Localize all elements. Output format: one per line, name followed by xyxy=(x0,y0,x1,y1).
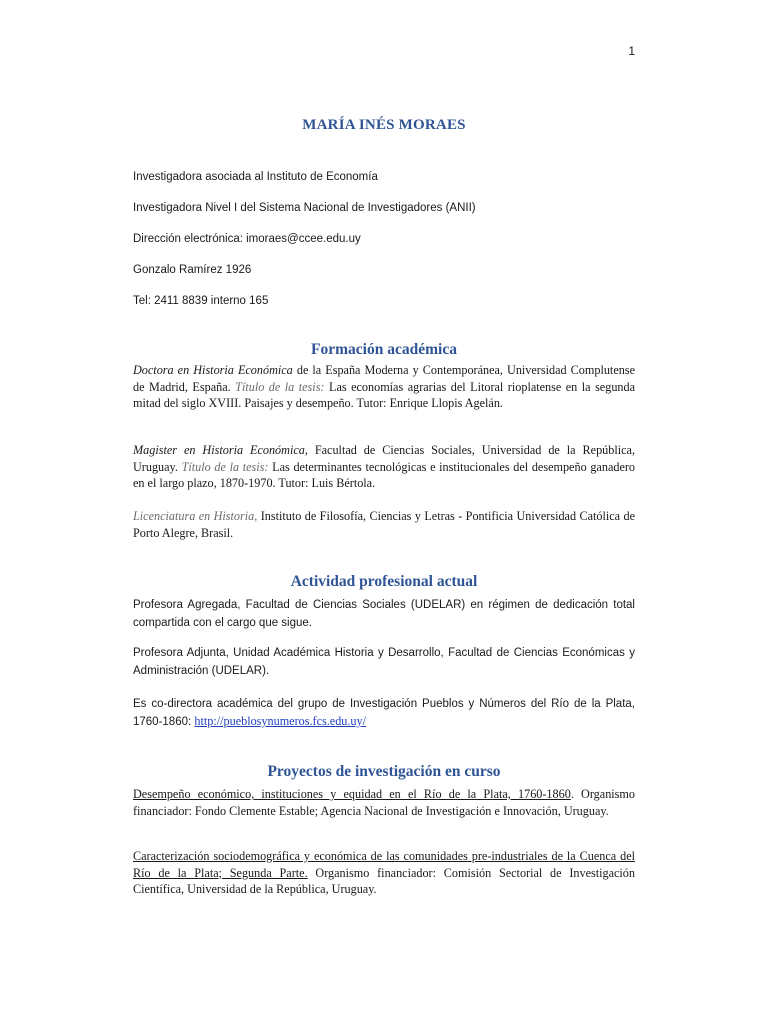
education-entry-licenciatura xyxy=(133,508,635,541)
project-title: Desempeño económico, instituciones y equidad en el Río de la Plata, 1760-1860 xyxy=(133,787,571,801)
thesis-label: Título de la tesis: xyxy=(235,379,325,394)
activity-paragraph: Profesora Agregada, Facultad de Ciencias Sociales (UDELAR) en régimen de dedicación total compartida con el cargo que sigue. xyxy=(133,599,635,629)
institution: Instituto de Filosofía, Ciencias y Letras - Pontificia Universidad Católica de Porto Alegre, Brasil. xyxy=(133,509,635,540)
author-name: MARÍA INÉS MORAES xyxy=(302,117,466,133)
section-title-proyectos: Proyectos de investigación en curso xyxy=(267,763,501,780)
project-details: Organismo financiador: Comisión Sectorial de Investigación Científica, Universidad de la República, Uruguay. xyxy=(133,865,635,896)
page-number: 1 xyxy=(628,44,635,58)
project-title: Caracterización sociodemográfica y económica de las comunidades pre-industriales de la Cuenca del Río de la Plata; Segunda Parte. xyxy=(133,849,635,880)
thesis-label: Título de la tesis: xyxy=(181,459,269,474)
degree-name: Magister en Historia Económica, xyxy=(133,443,308,457)
contact-info xyxy=(133,168,476,323)
education-entry-magister xyxy=(133,442,635,492)
researcher-level-line: Investigadora Nivel I del Sistema Nacional de Investigadores (ANII) xyxy=(133,202,476,214)
degree-name: Licenciatura en Historia, xyxy=(133,509,258,523)
project-details: . Organismo financiador: Fondo Clemente Estable; Agencia Nacional de Investigación e Innovación, Uruguay. xyxy=(133,787,635,818)
group-description: Es co-directora académica del grupo de Investigación Pueblos y Números del Río de la Plata, 1760-1860: xyxy=(133,698,635,728)
activity-paragraph-group xyxy=(133,695,635,731)
project-entry xyxy=(133,848,635,898)
activity-paragraph: Profesora Adjunta, Unidad Académica Historia y Desarrollo, Facultad de Ciencias Económicas y Administración (UDELAR). xyxy=(133,647,635,677)
section-title-actividad: Actividad profesional actual xyxy=(290,573,478,590)
project-entry xyxy=(133,786,635,819)
thesis-text: Las determinantes tecnológicas e institucionales del desempeño ganadero en el largo plazo, 1870-1970. Tutor: Luis Bértola. xyxy=(133,459,636,490)
phone-line: Tel: 2411 8839 interno 165 xyxy=(133,295,269,307)
affiliation-line: Investigadora asociada al Instituto de Economía xyxy=(133,171,378,183)
institution: Facultad de Ciencias Sociales, Universidad de la República, Uruguay. xyxy=(133,443,635,474)
institution: de la España Moderna y Contemporánea, Universidad Complutense de Madrid, España. xyxy=(133,363,635,394)
thesis-text: Las economías agrarias del Litoral rioplatense en la segunda mitad del siglo XVIII. Paisajes y desempeño. Tutor: Enrique Llopis Agelán. xyxy=(133,379,636,410)
degree-name: Doctora en Historia Económica xyxy=(133,363,293,377)
education-entry-doctorate xyxy=(133,362,635,412)
address-line: Gonzalo Ramírez 1926 xyxy=(133,264,252,276)
section-title-formacion: Formación académica xyxy=(311,341,457,358)
email-line: Dirección electrónica: imoraes@ccee.edu.uy xyxy=(133,233,361,245)
website-link[interactable]: http://pueblosynumeros.fcs.edu.uy/ xyxy=(194,714,367,728)
